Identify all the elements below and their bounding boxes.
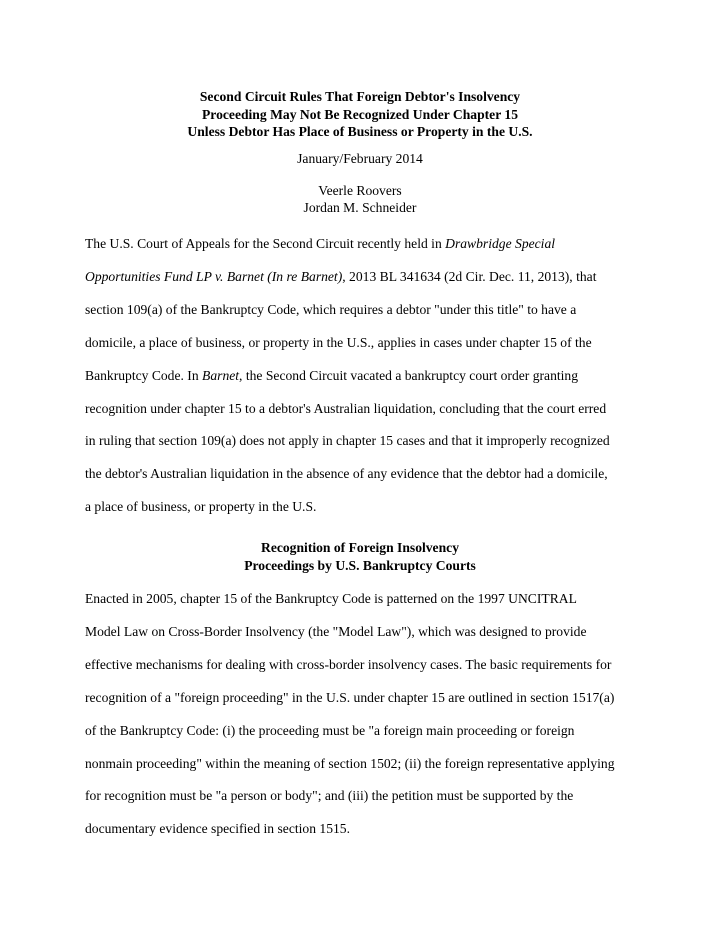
heading-line-2: Proceedings by U.S. Bankruptcy Courts <box>244 557 476 573</box>
paragraph-line <box>85 360 645 393</box>
author-name: Jordan M. Schneider <box>303 200 417 215</box>
paragraph-line <box>85 261 645 294</box>
case-name-italic: Barnet <box>202 367 240 383</box>
paragraph-line: domicile, a place of business, or property in the U.S., applies in cases under chapter 15 of the <box>85 334 592 350</box>
case-name-italic: Drawbridge Special <box>445 236 556 251</box>
title-line-2: Proceeding May Not Be Recognized Under Chapter 15 <box>201 106 518 122</box>
text-run: , the Second Circuit vacated a bankruptcy court order granting <box>239 367 579 383</box>
paragraph-line: a place of business, or property in the U.S. <box>85 499 317 515</box>
paragraph-line: of the Bankruptcy Code: (i) the proceeding must be "a foreign main proceeding or foreign <box>85 722 575 738</box>
title-line-3: Unless Debtor Has Place of Business or Property in the U.S. <box>187 124 533 139</box>
heading-line-1: Recognition of Foreign Insolvency <box>261 540 459 555</box>
paragraph-line: for recognition must be "a person or body"; and (iii) the petition must be supported by the <box>85 788 574 804</box>
paragraph-line: section 109(a) of the Bankruptcy Code, which requires a debtor "under this title" to have a <box>85 301 577 317</box>
recognition-paragraph <box>85 583 645 846</box>
case-name-italic: Opportunities Fund LP v. Barnet (In re Barnet) <box>85 268 343 284</box>
document-title <box>0 88 720 141</box>
paragraph-line: nonmain proceeding" within the meaning of section 1502; (ii) the foreign representative applying <box>85 755 615 771</box>
paragraph-line: Model Law on Cross-Border Insolvency (the "Model Law"), which was designed to provide <box>85 623 587 639</box>
paragraph-line: recognition of a "foreign proceeding" in the U.S. under chapter 15 are outlined in section 1517(a) <box>85 689 615 705</box>
text-run: The U.S. Court of Appeals for the Second Circuit recently held in <box>85 236 446 251</box>
text-run: Bankruptcy Code. In <box>85 367 203 383</box>
paragraph-line: Enacted in 2005, chapter 15 of the Bankruptcy Code is patterned on the 1997 UNCITRAL <box>85 591 577 606</box>
paragraph-line: in ruling that section 109(a) does not apply in chapter 15 cases and that it improperly recognized <box>85 433 610 449</box>
publication-date: January/February 2014 <box>297 151 423 166</box>
title-line-1: Second Circuit Rules That Foreign Debtor's Insolvency <box>199 89 521 104</box>
intro-paragraph <box>85 228 645 524</box>
paragraph-line: the debtor's Australian liquidation in the absence of any evidence that the debtor had a domicile, <box>85 466 608 482</box>
paragraph-line: recognition under chapter 15 to a debtor's Australian liquidation, concluding that the court erred <box>85 400 607 416</box>
section-heading <box>0 539 720 574</box>
paragraph-line: effective mechanisms for dealing with cross-border insolvency cases. The basic requirements for <box>85 656 612 672</box>
paragraph-line <box>85 228 645 261</box>
text-run: , 2013 BL 341634 (2d Cir. Dec. 11, 2013), that <box>342 268 597 284</box>
author-list <box>0 182 720 216</box>
paragraph-line: documentary evidence specified in section 1515. <box>85 821 350 837</box>
author-name: Veerle Roovers <box>318 183 402 198</box>
